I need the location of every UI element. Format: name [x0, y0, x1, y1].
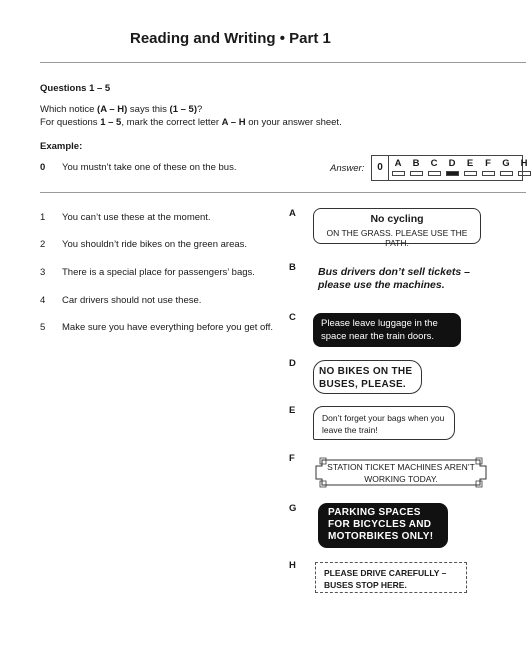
- example-divider: [40, 192, 526, 193]
- notice-c-line2: space near the train doors.: [321, 331, 435, 342]
- notice-h-line2: BUSES STOP HERE.: [324, 580, 407, 590]
- notice-f-line1: STATION TICKET MACHINES AREN’T: [327, 462, 475, 472]
- question-number: 4: [40, 295, 46, 306]
- answer-lozenge[interactable]: [500, 171, 513, 176]
- answer-option-b: [410, 158, 422, 176]
- notice-d: [313, 360, 422, 394]
- notice-g-line2: FOR BICYCLES AND: [328, 519, 432, 530]
- answer-option-a: [392, 158, 404, 176]
- question-number: 1: [40, 212, 46, 223]
- answer-option-letter: H: [520, 158, 528, 169]
- answer-option-g: [500, 158, 512, 176]
- notice-b-line2: please use the machines.: [318, 279, 445, 291]
- answer-option-h: [518, 158, 530, 176]
- notice-letter-a: A: [289, 208, 296, 219]
- instr2-bold1: 1 – 5: [100, 117, 122, 128]
- question-text: Car drivers should not use these.: [62, 295, 202, 306]
- notice-d-line2: BUSES, PLEASE.: [319, 379, 406, 390]
- answer-lozenge[interactable]: [392, 171, 405, 176]
- answer-lozenge[interactable]: [518, 171, 531, 176]
- example-text: You mustn’t take one of these on the bus.: [62, 162, 237, 173]
- notice-d-line1: NO BIKES ON THE: [319, 366, 413, 377]
- question-text: Make sure you have everything before you get off.: [62, 322, 274, 333]
- answer-lozenge[interactable]: [446, 171, 459, 176]
- answer-option-d: [446, 158, 458, 176]
- notice-h: [315, 562, 467, 593]
- question-text: You can’t use these at the moment.: [62, 212, 211, 223]
- instruction-line-1: [40, 103, 202, 116]
- answer-option-letter: A: [394, 158, 402, 169]
- notice-e-line1: Don’t forget your bags when you: [322, 413, 445, 423]
- instr1-mid: says this: [127, 104, 170, 115]
- notice-a-line1: No cycling: [370, 213, 424, 225]
- example-heading: Example:: [40, 141, 83, 152]
- notice-e: [313, 406, 455, 440]
- answer-option-e: [464, 158, 476, 176]
- notice-a-line2: ON THE GRASS. PLEASE USE THE PATH.: [326, 228, 468, 248]
- answer-lozenge[interactable]: [428, 171, 441, 176]
- answer-option-letter: B: [412, 158, 420, 169]
- answer-option-letter: D: [448, 158, 456, 169]
- question-number: 3: [40, 267, 46, 278]
- answer-lozenge[interactable]: [464, 171, 477, 176]
- instr2-suffix: on your answer sheet.: [245, 117, 342, 128]
- notice-a: [313, 208, 481, 248]
- notice-letter-b: B: [289, 262, 296, 273]
- instruction-line-2: [40, 116, 342, 129]
- question-number: 2: [40, 239, 46, 250]
- notice-letter-g: G: [289, 503, 297, 514]
- answer-lozenge[interactable]: [410, 171, 423, 176]
- instr2-bold2: A – H: [221, 117, 246, 128]
- answer-lozenge[interactable]: [482, 171, 495, 176]
- answer-option-f: [482, 158, 494, 176]
- notice-letter-c: C: [289, 312, 296, 323]
- answer-number: 0: [372, 156, 389, 180]
- answer-option-letter: C: [430, 158, 438, 169]
- question-number: 5: [40, 322, 46, 333]
- instr1-suffix: ?: [197, 104, 203, 115]
- notice-h-line1: PLEASE DRIVE CAREFULLY –: [324, 568, 447, 578]
- question-text: There is a special place for passengers’ bags.: [62, 267, 255, 278]
- example-number: 0: [40, 162, 46, 173]
- notice-g-line3: MOTORBIKES ONLY!: [328, 531, 434, 542]
- instr1-bold2: (1 – 5): [169, 104, 198, 115]
- notice-letter-d: D: [289, 358, 296, 369]
- instr2-mid: , mark the correct letter: [121, 117, 222, 128]
- instr2-prefix: For questions: [40, 117, 101, 128]
- answer-option-letter: G: [502, 158, 510, 169]
- answer-option-letter: F: [485, 158, 491, 169]
- notice-g-line1: PARKING SPACES: [328, 507, 421, 518]
- instr1-prefix: Which notice: [40, 104, 98, 115]
- answer-options: [392, 158, 530, 176]
- page-title: Reading and Writing • Part 1: [130, 30, 331, 47]
- answer-label: Answer:: [330, 163, 365, 174]
- notice-b-line1: Bus drivers don’t sell tickets –: [318, 266, 470, 278]
- notice-letter-f: F: [289, 453, 295, 464]
- notice-letter-h: H: [289, 560, 296, 571]
- notice-g: [318, 503, 448, 548]
- notice-letter-e: E: [289, 405, 296, 416]
- top-divider: [40, 62, 526, 63]
- answer-option-letter: E: [466, 158, 474, 169]
- notice-c: [313, 313, 461, 347]
- notice-e-line2: leave the train!: [322, 425, 378, 435]
- question-text: You shouldn’t ride bikes on the green areas.: [62, 239, 248, 250]
- notice-f: [316, 456, 486, 489]
- instr1-bold1: (A – H): [97, 104, 128, 115]
- answer-sheet-example: [371, 155, 528, 181]
- notice-f-line2: WORKING TODAY.: [364, 474, 438, 484]
- notice-c-line1: Please leave luggage in the: [321, 318, 438, 329]
- notice-b: [318, 266, 488, 292]
- answer-option-c: [428, 158, 440, 176]
- questions-heading: Questions 1 – 5: [40, 83, 111, 94]
